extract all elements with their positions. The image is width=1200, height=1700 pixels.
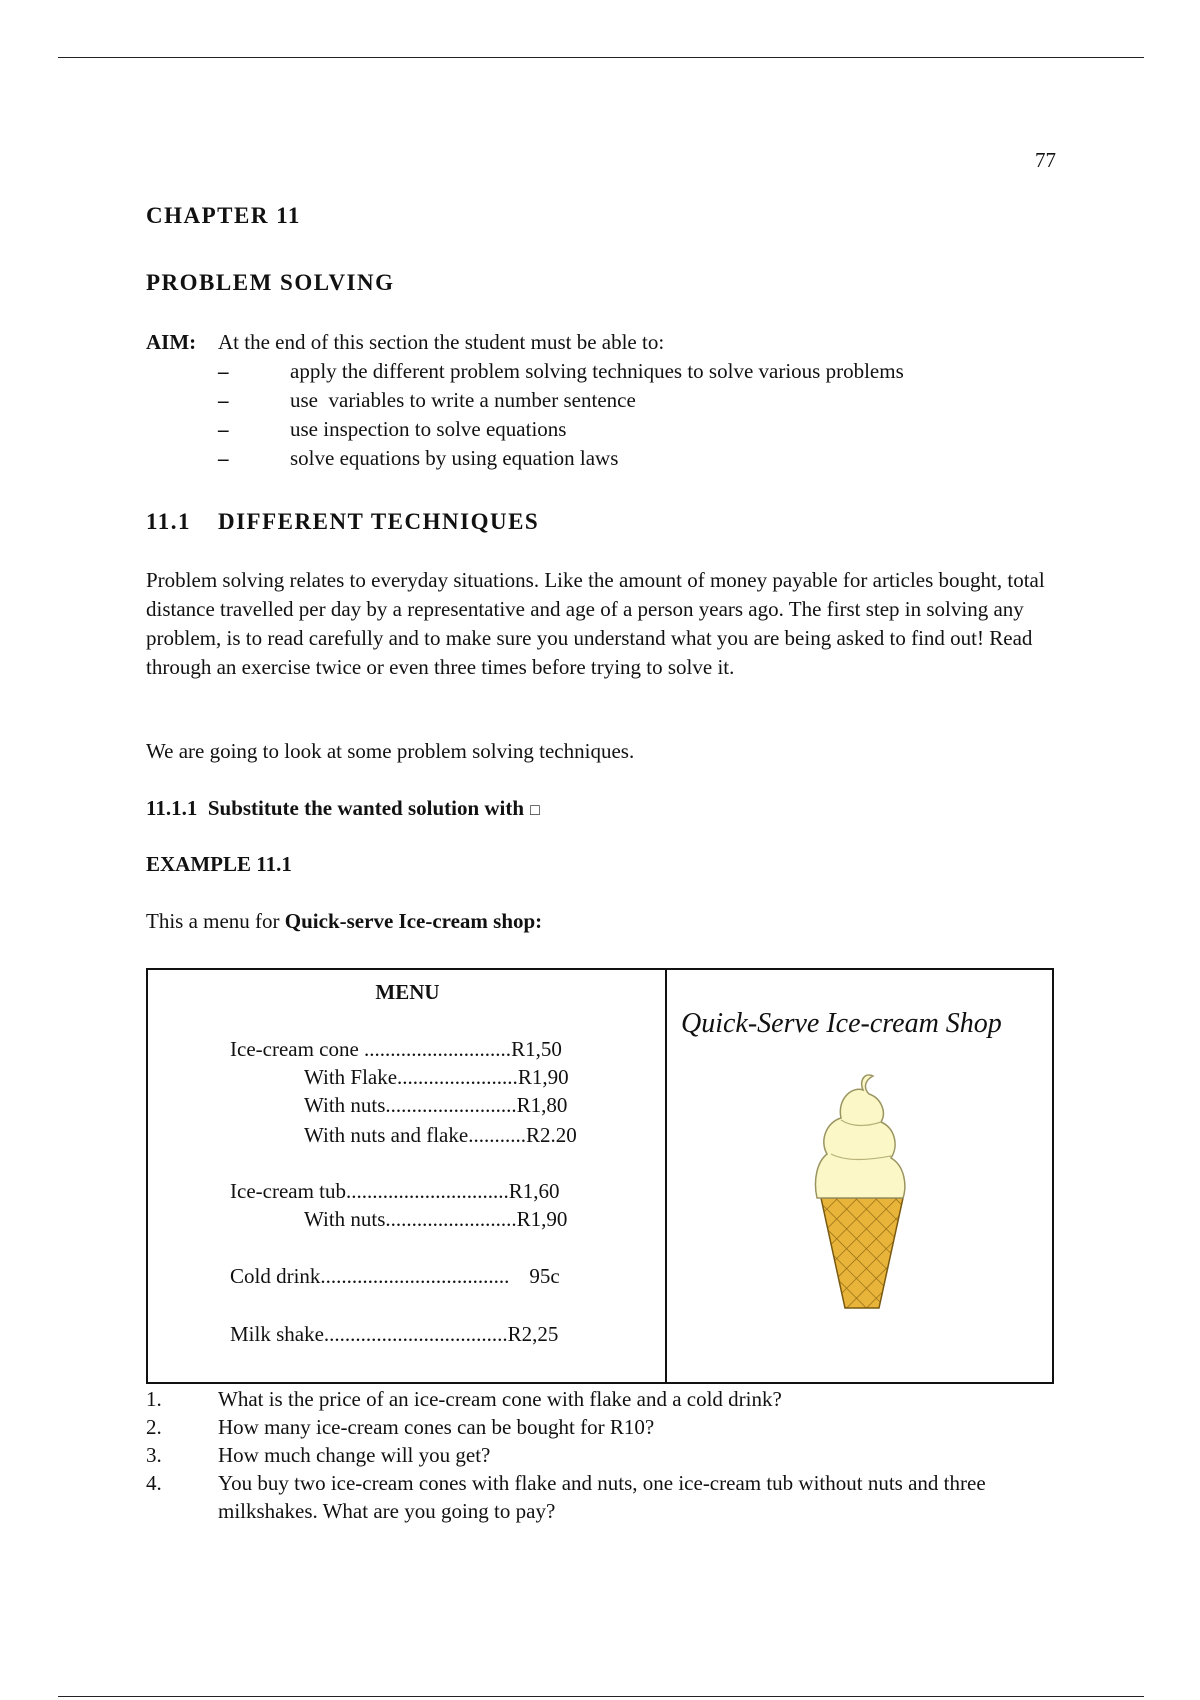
menu-item-tub-nuts: With nuts.........................R1,90 (304, 1207, 568, 1231)
bottom-rule (58, 1696, 1144, 1697)
bullet-dash: – (218, 359, 229, 383)
question-item: 2. How many ice-cream cones can be bought for R10? (146, 1415, 655, 1439)
menu-price-list (148, 970, 667, 1382)
shop-name: Quick-Serve Ice-cream Shop (681, 1008, 1002, 1039)
menu-item-cone-flake: With Flake.......................R1,90 (304, 1065, 569, 1089)
menu-item-cold-drink: Cold drink.................................... 95c (230, 1264, 560, 1288)
shop-panel (667, 970, 1052, 1382)
page-number: 77 (1035, 148, 1056, 172)
chapter-heading: CHAPTER 11 (146, 203, 301, 228)
menu-item-tub: Ice-cream tub...............................R1,60 (230, 1179, 560, 1203)
menu-item-milk-shake: Milk shake...................................R2,25 (230, 1322, 559, 1346)
example-label: EXAMPLE 11.1 (146, 852, 292, 876)
top-rule (58, 57, 1144, 58)
menu-item-cone-nuts: With nuts.........................R1,80 (304, 1093, 568, 1117)
intro-paragraph: Problem solving relates to everyday situations. Like the amount of money payable for articles bought, total distance travelled per day by a representative and age of a person years ago. The first step in solving any problem, is to read carefully and to make sure you understand what you are being asked to find out! Read through an exercise twice or even three times before trying to solve it. (146, 568, 1045, 679)
aim-list (146, 357, 1056, 473)
menu-title: MENU (375, 980, 440, 1004)
question-item: 4. You buy two ice-cream cones with flake and nuts, one ice-cream tub without nuts and three milkshakes. What are you going to pay? (146, 1471, 986, 1523)
aim-item: – use inspection to solve equations (146, 415, 1056, 444)
aim-block (146, 328, 1056, 473)
aim-intro: At the end of this section the student must be able to: (218, 330, 665, 354)
aim-item: – solve equations by using equation laws (146, 444, 1056, 473)
question-list (146, 1385, 1056, 1525)
question-item: 1. What is the price of an ice-cream cone with flake and a cold drink? (146, 1387, 782, 1411)
section-heading (146, 509, 539, 535)
aim-item: – apply the different problem solving techniques to solve various problems (146, 357, 1056, 386)
techniques-paragraph: We are going to look at some problem solving techniques. (146, 739, 635, 763)
ice-cream-cone-icon (807, 1070, 917, 1315)
aim-label: AIM: (146, 330, 197, 354)
bullet-dash: – (218, 446, 229, 470)
subsection-heading: 11.1.1 Substitute the wanted solution with □ (146, 796, 540, 820)
aim-item: – use variables to write a number sentence (146, 386, 1056, 415)
menu-intro: This a menu for Quick-serve Ice-cream shop: (146, 909, 543, 933)
box-symbol: □ (530, 802, 540, 819)
bullet-dash: – (218, 417, 229, 441)
menu-box (146, 968, 1054, 1384)
chapter-title: PROBLEM SOLVING (146, 270, 395, 295)
menu-item-cone: Ice-cream cone ............................R1,50 (230, 1037, 562, 1061)
bullet-dash: – (218, 388, 229, 412)
shop-reference: Quick-serve Ice-cream shop: (284, 909, 543, 933)
section-number: 11.1 (146, 509, 191, 534)
section-title: DIFFERENT TECHNIQUES (218, 509, 540, 534)
question-item: 3. How much change will you get? (146, 1443, 491, 1467)
menu-item-cone-nuts-flake: With nuts and flake...........R2.20 (304, 1123, 577, 1147)
